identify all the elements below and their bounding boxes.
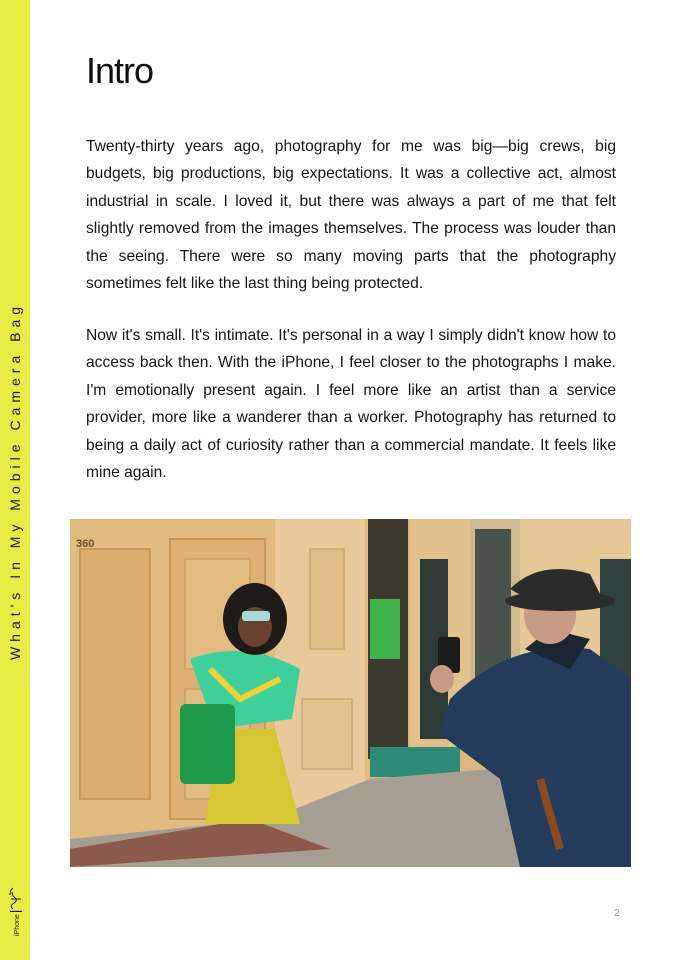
iphonejeff-logo — [5, 880, 25, 936]
intro-paragraph-2: Now it's small. It's intimate. It's personal in a way I simply didn't know how to access back then. With the iPhone, I feel closer to the photographs I make. I'm emotionally present again. I feel more like an artist than a service provider, more like a wanderer than a worker. Photography has returned to being a daily act of curiosity rather than a commercial mandate. It feels like mine again. — [86, 327, 616, 482]
page-number: 2 — [614, 908, 620, 919]
street-photo — [70, 519, 631, 867]
sidebar-title: What's In My Mobile Camera Bag — [7, 301, 23, 661]
sidebar — [0, 0, 30, 960]
svg-text:iPhone: iPhone — [14, 914, 21, 936]
storefront-number: 360 — [76, 538, 95, 550]
page-title: Intro — [86, 50, 154, 91]
intro-paragraph-1: Twenty-thirty years ago, photography for me was big—big crews, big budgets, big productions, big expectations. It was a collective act, almost industrial in scale. I loved it, but there was always a part of me that felt slightly removed from the images themselves. The process was louder than the seeing. There were so many moving parts that the photography sometimes felt like the last thing being protected. — [86, 138, 616, 293]
